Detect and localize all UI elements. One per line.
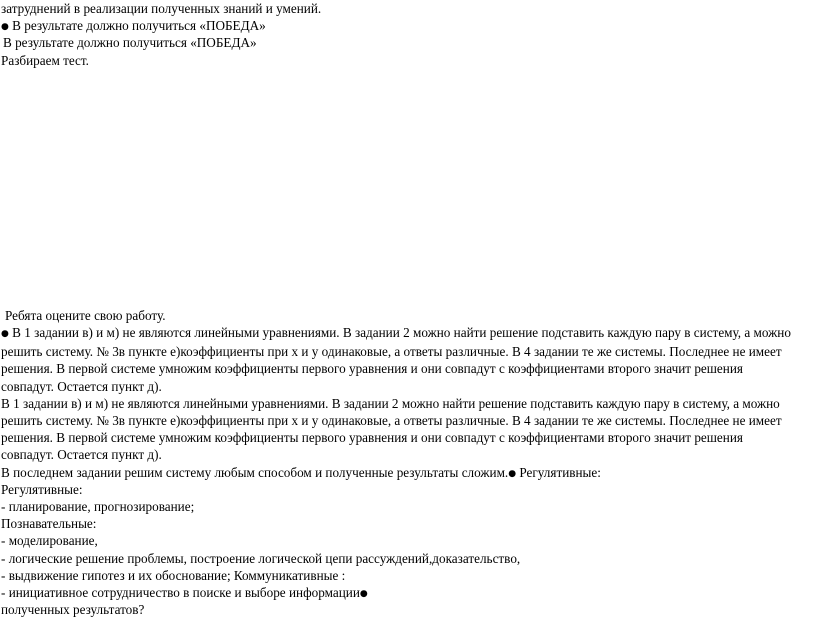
bullet-icon: ● bbox=[508, 468, 517, 479]
bullet-icon: ● bbox=[1, 328, 9, 339]
last-task-tail: Регулятивные: bbox=[516, 464, 601, 480]
analysis-text: В 1 задании в) и м) не являются линейными уравнениями. В задании 2 можно найти решение подставить каждую пару в систему, а можно решить систему. № 3в пункте е)коэффициенты при х и у одинаковые, а ответы различные. В 4 задании те же системы. Последнее не имеет решения. В первой системе умножим коэффициенты первого уравнения и они совпадут с коэффициентами второго значит решения совпадут. Остается пункт д). bbox=[1, 324, 791, 394]
regulatory-heading: Регулятивные: bbox=[1, 481, 83, 497]
bullet-line-result bbox=[1, 17, 813, 34]
regulatory-item: - планирование, прогнозирование; bbox=[1, 498, 195, 514]
text-line-final-question: полученных результатов? bbox=[1, 602, 145, 618]
last-task-text: В последнем задании решим систему любым способом и полученные результаты сложим. bbox=[1, 464, 509, 480]
communicative-item bbox=[1, 584, 813, 601]
blank-image-area bbox=[1, 69, 813, 307]
bullet-paragraph-analysis bbox=[1, 324, 791, 395]
text-line-evaluate: Ребята оцените свою работу. bbox=[5, 307, 166, 323]
cognitive-item-logic: - логические решение проблемы, построение логической цепи рассуждений,доказательство, bbox=[1, 550, 521, 566]
text-line-result: В результате должно получиться «ПОБЕДА» bbox=[3, 35, 257, 51]
communicative-text: - инициативное сотрудничество в поиске и выборе информации bbox=[1, 584, 360, 600]
cognitive-item-hypotheses: - выдвижение гипотез и их обоснование; Коммуникативные : bbox=[1, 567, 346, 583]
text-line-difficulties: затруднений в реализации полученных знаний и умений. bbox=[1, 1, 322, 16]
bullet-icon: ● bbox=[1, 22, 9, 33]
text-line-test-review: Разбираем тест. bbox=[1, 52, 89, 68]
cognitive-heading: Познавательные: bbox=[1, 516, 97, 532]
bullet-icon: ● bbox=[359, 588, 368, 599]
result-text: В результате должно получиться «ПОБЕДА» bbox=[8, 18, 266, 34]
text-line-last-task bbox=[1, 464, 813, 481]
cognitive-item-modeling: - моделирование, bbox=[1, 533, 98, 549]
paragraph-analysis: В 1 задании в) и м) не являются линейными уравнениями. В задании 2 можно найти решение подставить каждую пару в систему, а можно решить систему. № 3в пункте е)коэффициенты при х и у одинаковые, а ответы различные. В 4 задании те же системы. Последнее не имеет решения. В первой системе умножим коэффициенты первого уравнения и они совпадут с коэффициентами второго значит решения совпадут. Остается пункт д). bbox=[1, 395, 782, 463]
